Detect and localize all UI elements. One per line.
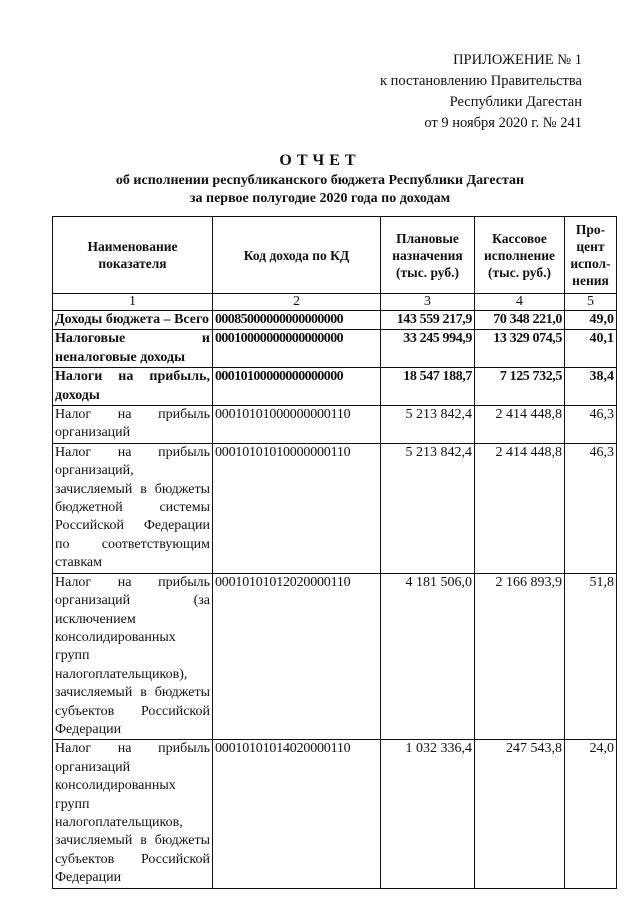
table-row [53, 406, 617, 444]
row-plan: 33 245 994,9 [381, 330, 475, 368]
row-pct: 40,1 [565, 330, 617, 368]
row-cash: 2 166 893,9 [475, 573, 565, 740]
row-plan: 4 181 506,0 [381, 573, 475, 740]
row-code: 00010101014020000110 [213, 740, 381, 888]
row-name: Налог на прибыль организаций консолидированных групп налогоплательщиков, зачисляемый в бюджеты субъектов Российской Федерации [53, 740, 213, 888]
row-name: Налоги на прибыль, доходы [53, 368, 213, 406]
column-number: 4 [475, 294, 565, 311]
row-plan: 5 213 842,4 [381, 443, 475, 573]
report-title-subject: об исполнении республиканского бюджета Республики Дагестан [115, 173, 525, 188]
header-cash: Кассовое исполнение (тыс. руб.) [475, 217, 565, 294]
table-row [53, 330, 617, 368]
row-plan: 143 559 217,9 [381, 311, 475, 330]
row-name: Налог на прибыль организаций [53, 406, 213, 444]
column-number: 5 [565, 294, 617, 311]
column-number: 2 [213, 294, 381, 311]
row-cash: 2 414 448,8 [475, 443, 565, 573]
report-title-period: за первое полугодие 2020 года по доходам [189, 191, 451, 206]
row-name: Налог на прибыль организаций, зачисляемый в бюджеты бюджетной системы Российской Федерации по соответствующим ставкам [53, 443, 213, 573]
table-row [53, 311, 617, 330]
row-code: 00010101012020000110 [213, 573, 381, 740]
table-row [53, 368, 617, 406]
row-plan: 18 547 188,7 [381, 368, 475, 406]
appendix-label: ПРИЛОЖЕНИЕ № 1 [453, 52, 582, 68]
row-pct: 49,0 [565, 311, 617, 330]
row-plan: 1 032 336,4 [381, 740, 475, 888]
row-cash: 7 125 732,5 [475, 368, 565, 406]
row-code: 00010100000000000000 [213, 368, 381, 406]
row-pct: 51,8 [565, 573, 617, 740]
appendix-decree: к постановлению Правительства [380, 73, 582, 89]
header-pct: Про-цент испол-нения [565, 217, 617, 294]
column-number-row [53, 294, 617, 311]
row-code: 00010101000000000110 [213, 406, 381, 444]
appendix-date: от 9 ноября 2020 г. № 241 [424, 115, 582, 131]
row-cash: 13 329 074,5 [475, 330, 565, 368]
header-plan: Плановые назначения (тыс. руб.) [381, 217, 475, 294]
header-name: Наименование показателя [53, 217, 213, 294]
revenue-table [52, 216, 617, 889]
row-cash: 2 414 448,8 [475, 406, 565, 444]
row-name: Налоговые и неналоговые доходы [53, 330, 213, 368]
column-number: 3 [381, 294, 475, 311]
row-code: 00010101010000000110 [213, 443, 381, 573]
row-cash: 70 348 221,0 [475, 311, 565, 330]
row-name: Доходы бюджета – Всего [53, 311, 213, 330]
report-title-main: ОТЧЕТ [279, 152, 361, 169]
column-number: 1 [53, 294, 213, 311]
table-row [53, 740, 617, 888]
row-code: 00085000000000000000 [213, 311, 381, 330]
row-cash: 247 543,8 [475, 740, 565, 888]
table-row [53, 443, 617, 573]
row-pct: 46,3 [565, 406, 617, 444]
table-row [53, 573, 617, 740]
row-plan: 5 213 842,4 [381, 406, 475, 444]
row-pct: 46,3 [565, 443, 617, 573]
row-pct: 38,4 [565, 368, 617, 406]
table-header-row [53, 217, 617, 294]
appendix-block [380, 50, 582, 134]
row-pct: 24,0 [565, 740, 617, 888]
header-code: Код дохода по КД [213, 217, 381, 294]
appendix-republic: Республики Дагестан [449, 94, 582, 110]
row-code: 00010000000000000000 [213, 330, 381, 368]
report-title [0, 150, 640, 208]
row-name: Налог на прибыль организаций (за исключением консолидированных групп налогоплательщиков), зачисляемый в бюджеты субъектов Российской Федерации [53, 573, 213, 740]
